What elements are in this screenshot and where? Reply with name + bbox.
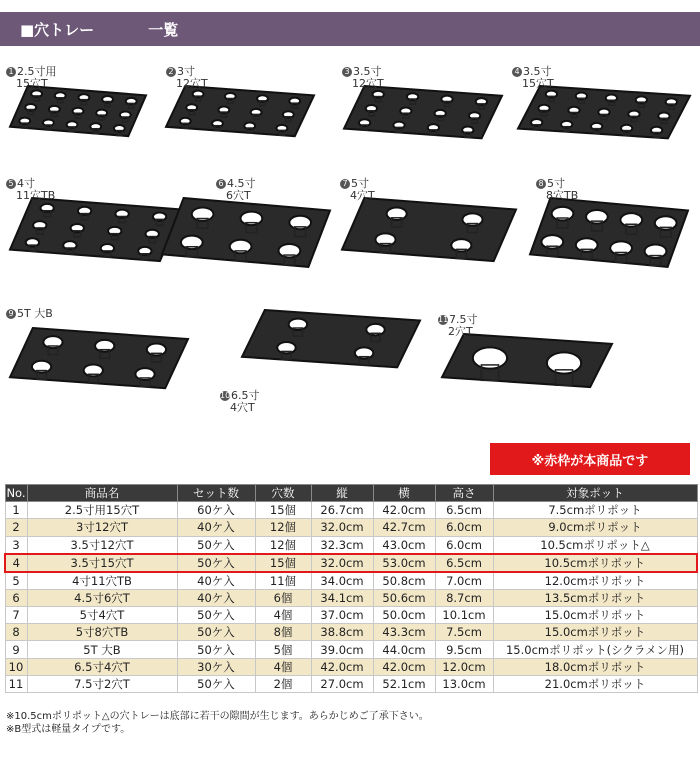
- table-cell: 3.5寸15穴T: [27, 554, 177, 572]
- table-cell: 2個: [255, 676, 311, 693]
- tray-illustration-3: [338, 80, 508, 161]
- table-cell: 10.5cmポリポット△: [493, 536, 697, 554]
- table-cell: 50ケ入: [177, 641, 255, 658]
- table-cell: 32.3cm: [311, 536, 373, 554]
- table-row: [5, 519, 697, 536]
- table-cell: 15.0cmポリポット: [493, 624, 697, 641]
- table-cell: 42.0cm: [373, 502, 435, 519]
- tray-illustration-11: [436, 328, 618, 410]
- product-size: 5寸: [351, 177, 369, 190]
- product-label: [512, 66, 554, 90]
- table-cell: 8.7cm: [435, 589, 493, 606]
- product-item-9: [4, 308, 194, 414]
- column-header: 縦: [311, 485, 373, 502]
- product-type: 4穴T: [230, 401, 255, 414]
- table-cell: 15.0cmポリポット: [493, 606, 697, 623]
- column-header: 対象ポット: [493, 485, 697, 502]
- table-cell: 8: [5, 624, 27, 641]
- table-cell: 1: [5, 502, 27, 519]
- table-cell: 6.0cm: [435, 536, 493, 554]
- table-row: [5, 536, 697, 554]
- product-item-6: [156, 178, 336, 296]
- table-cell: 3: [5, 536, 27, 554]
- product-type: 15穴T: [16, 77, 48, 90]
- table-cell: 38.8cm: [311, 624, 373, 641]
- tray-illustration-7: [336, 192, 522, 288]
- table-cell: 50ケ入: [177, 606, 255, 623]
- table-cell: 7.5cm: [435, 624, 493, 641]
- product-label: [6, 308, 53, 320]
- table-cell: 53.0cm: [373, 554, 435, 572]
- table-cell: 42.0cm: [373, 658, 435, 675]
- product-item-7: [336, 178, 522, 288]
- table-cell: 3寸12穴T: [27, 519, 177, 536]
- table-cell: 8個: [255, 624, 311, 641]
- tray-illustration-10: [236, 304, 426, 392]
- product-label: [438, 314, 478, 338]
- table-cell: 32.0cm: [311, 554, 373, 572]
- footnote-gap: ※10.5cmポリポット△の穴トレーは底部に若干の隙間が生じます。あらかじめご了承下さい。: [6, 711, 429, 722]
- table-cell: 2: [5, 519, 27, 536]
- table-cell: 42.0cm: [311, 658, 373, 675]
- table-cell: 3.5寸12穴T: [27, 536, 177, 554]
- product-label: [220, 390, 260, 414]
- table-cell: 42.7cm: [373, 519, 435, 536]
- table-row: [5, 572, 697, 590]
- product-number-badge: 11: [438, 315, 449, 324]
- product-label: [6, 178, 55, 202]
- table-cell: 10.5cmポリポット: [493, 554, 697, 572]
- table-cell: 18.0cmポリポット: [493, 658, 697, 675]
- table-cell: 50.8cm: [373, 572, 435, 590]
- table-cell: 5T 大B: [27, 641, 177, 658]
- table-row: [5, 502, 697, 519]
- product-label: [166, 66, 208, 90]
- table-cell: 5寸8穴TB: [27, 624, 177, 641]
- column-header: 商品名: [27, 485, 177, 502]
- table-cell: 5: [5, 572, 27, 590]
- table-cell: 9: [5, 641, 27, 658]
- tray-illustration-8: [524, 192, 694, 296]
- page-title: ■穴トレー: [20, 20, 95, 39]
- product-number-badge: 8: [536, 179, 546, 189]
- table-cell: 44.0cm: [373, 641, 435, 658]
- product-size: 7.5寸: [449, 313, 478, 326]
- table-cell: 7.5寸2穴T: [27, 676, 177, 693]
- table-cell: 4寸11穴TB: [27, 572, 177, 590]
- table-cell: 60ケ入: [177, 502, 255, 519]
- table-cell: 11個: [255, 572, 311, 590]
- table-cell: 15個: [255, 554, 311, 572]
- table-cell: 50.6cm: [373, 589, 435, 606]
- table-cell: 10: [5, 658, 27, 675]
- tray-illustration-6: [156, 192, 336, 296]
- table-cell: 6: [5, 589, 27, 606]
- product-size: 5T 大B: [17, 307, 53, 320]
- table-cell: 10.1cm: [435, 606, 493, 623]
- table-cell: 9.0cmポリポット: [493, 519, 697, 536]
- tray-illustration-9: [4, 322, 194, 414]
- column-header: No.: [6, 486, 26, 500]
- table-cell: 5寸4穴T: [27, 606, 177, 623]
- table-cell: 4.5寸6穴T: [27, 589, 177, 606]
- table-cell: 50ケ入: [177, 624, 255, 641]
- table-cell: 40ケ入: [177, 589, 255, 606]
- table-cell: 50ケ入: [177, 554, 255, 572]
- table-cell: 37.0cm: [311, 606, 373, 623]
- product-label: [536, 178, 578, 202]
- product-item-1: [4, 66, 152, 158]
- column-header: 高さ: [435, 485, 493, 502]
- table-cell: 12個: [255, 519, 311, 536]
- table-cell: 43.0cm: [373, 536, 435, 554]
- table-cell: 30ケ入: [177, 658, 255, 675]
- table-cell: 13.5cmポリポット: [493, 589, 697, 606]
- product-size: 3.5寸: [523, 65, 552, 78]
- product-item-10: [220, 304, 426, 414]
- product-label: [342, 66, 384, 90]
- table-cell: 43.3cm: [373, 624, 435, 641]
- table-cell: 6.0cm: [435, 519, 493, 536]
- spec-table: [4, 484, 698, 693]
- table-cell: 4個: [255, 606, 311, 623]
- product-size: 3.5寸: [353, 65, 382, 78]
- table-cell: 34.1cm: [311, 589, 373, 606]
- table-cell: 4: [5, 554, 27, 572]
- table-cell: 6個: [255, 589, 311, 606]
- product-number-badge: 4: [512, 67, 522, 77]
- table-cell: 52.1cm: [373, 676, 435, 693]
- table-row: [5, 658, 697, 675]
- product-label: [6, 66, 57, 90]
- table-cell: 26.7cm: [311, 502, 373, 519]
- product-type: 2穴T: [448, 325, 473, 338]
- product-type: 11穴TB: [16, 189, 56, 202]
- table-cell: 39.0cm: [311, 641, 373, 658]
- product-size: 6.5寸: [231, 389, 260, 402]
- tray-illustration-4: [512, 80, 696, 161]
- table-cell: 6.5cm: [435, 502, 493, 519]
- table-cell: 50ケ入: [177, 676, 255, 693]
- column-header: 穴数: [255, 485, 311, 502]
- table-row: [5, 554, 697, 572]
- column-header: 横: [373, 485, 435, 502]
- tray-illustration-1: [4, 80, 152, 158]
- product-number-badge: 2: [166, 67, 176, 77]
- product-type: 12穴T: [176, 77, 208, 90]
- product-item-11: [436, 314, 618, 410]
- table-cell: 12.0cm: [435, 658, 493, 675]
- product-number-badge: 1: [6, 67, 16, 77]
- table-cell: 12.0cmポリポット: [493, 572, 697, 590]
- product-size: 4.5寸: [227, 177, 256, 190]
- table-cell: 13.0cm: [435, 676, 493, 693]
- table-cell: 11: [5, 676, 27, 693]
- product-item-3: [338, 66, 508, 161]
- product-item-8: [524, 178, 694, 296]
- table-row: [5, 624, 697, 641]
- product-type: 12穴T: [352, 77, 384, 90]
- product-label: [340, 178, 375, 202]
- product-number-badge: 9: [6, 309, 16, 319]
- table-cell: 6.5寸4穴T: [27, 658, 177, 675]
- product-type: 8穴TB: [546, 189, 579, 202]
- table-body: [5, 502, 697, 693]
- table-cell: 12個: [255, 536, 311, 554]
- tray-illustration-2: [160, 80, 320, 158]
- column-header: セット数: [177, 485, 255, 502]
- product-type: 4穴T: [350, 189, 375, 202]
- table-cell: 5個: [255, 641, 311, 658]
- table-cell: 50ケ入: [177, 536, 255, 554]
- table-cell: 40ケ入: [177, 572, 255, 590]
- table-cell: 2.5寸用15穴T: [27, 502, 177, 519]
- product-item-2: [160, 66, 320, 158]
- table-row: [5, 606, 697, 623]
- table-cell: 32.0cm: [311, 519, 373, 536]
- table-cell: 34.0cm: [311, 572, 373, 590]
- page-subtitle: 一覧: [148, 20, 179, 39]
- product-size: 5寸: [547, 177, 565, 190]
- table-cell: 7.0cm: [435, 572, 493, 590]
- footnote-b-type: ※B型式は軽量タイプです。: [6, 724, 131, 735]
- notice-banner: ※赤枠が本商品です: [490, 443, 690, 475]
- table-cell: 21.0cmポリポット: [493, 676, 697, 693]
- product-type: 6穴T: [226, 189, 251, 202]
- table-cell: 15.0cmポリポット(シクラメン用): [493, 641, 697, 658]
- table-cell: 6.5cm: [435, 554, 493, 572]
- table-cell: 40ケ入: [177, 519, 255, 536]
- product-type: 15穴T: [522, 77, 554, 90]
- table-row: [5, 676, 697, 693]
- table-row: [5, 589, 697, 606]
- product-number-badge: 5: [6, 179, 16, 189]
- page-header: [0, 12, 700, 46]
- product-size: 4寸: [17, 177, 35, 190]
- table-header-row: [5, 485, 697, 502]
- product-number-badge: 3: [342, 67, 352, 77]
- product-size: 3寸: [177, 65, 195, 78]
- table-cell: 7: [5, 606, 27, 623]
- table-row: [5, 641, 697, 658]
- product-number-badge: 6: [216, 179, 226, 189]
- product-item-4: [512, 66, 696, 161]
- table-cell: 9.5cm: [435, 641, 493, 658]
- table-cell: 15個: [255, 502, 311, 519]
- table-cell: 27.0cm: [311, 676, 373, 693]
- table-cell: 50.0cm: [373, 606, 435, 623]
- table-cell: 7.5cmポリポット: [493, 502, 697, 519]
- product-size: 2.5寸用: [17, 65, 57, 78]
- product-number-badge: 10: [220, 391, 231, 400]
- product-label: [216, 178, 256, 202]
- product-number-badge: 7: [340, 179, 350, 189]
- table-cell: 4個: [255, 658, 311, 675]
